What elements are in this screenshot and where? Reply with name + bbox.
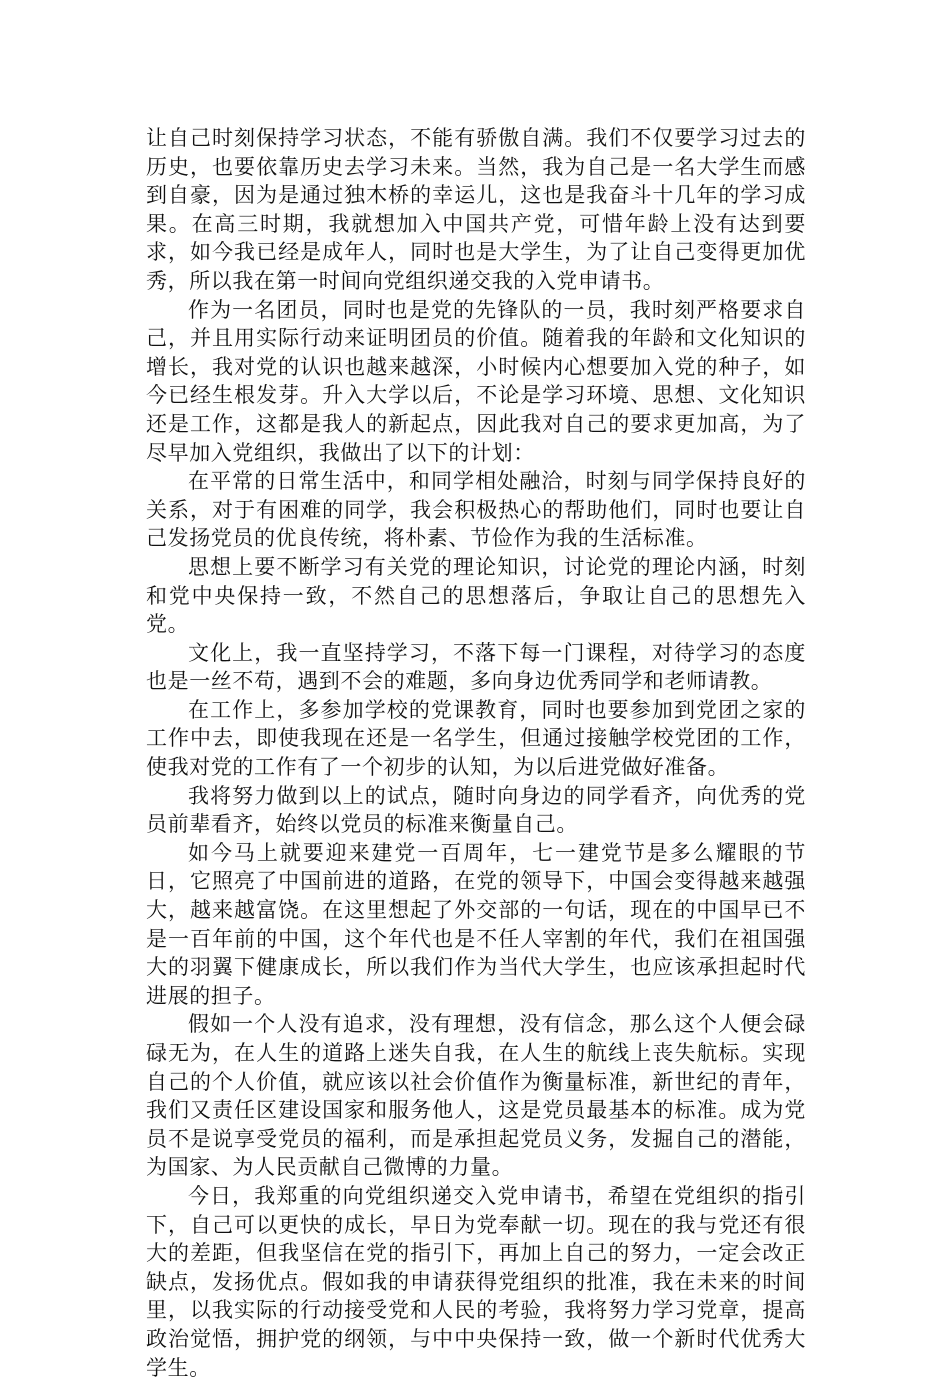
document-body [146,124,806,1382]
paragraph-6: 在工作上，多参加学校的党课教育，同时也要参加到党团之家的工作中去，即使我现在还是一名学生，但通过接触学校党团的工作，使我对党的工作有了一个初步的认知，为以后进党做好准备。 [146,697,806,780]
paragraph-10: 今日，我郑重的向党组织递交入党申请书，希望在党组织的指引下，自己可以更快的成长，早日为党奉献一切。现在的我与党还有很大的差距，但我坚信在党的指引下，再加上自己的努力，一定会改正缺点，发扬优点。假如我的申请获得党组织的批准，我在未来的时间里，以我实际的行动接受党和人民的考验，我将努力学习党章，提高政治觉悟，拥护党的纲领，与中中央保持一致，做一个新时代优秀大学生。 [146,1183,806,1380]
paragraph-4: 思想上要不断学习有关党的理论知识，讨论党的理论内涵，时刻和党中央保持一致，不然自己的思想落后，争取让自己的思想先入党。 [146,554,806,637]
paragraph-5: 文化上，我一直坚持学习，不落下每一门课程，对待学习的态度也是一丝不苟，遇到不会的难题，多向身边优秀同学和老师请教。 [146,640,806,694]
paragraph-2: 作为一名团员，同时也是党的先锋队的一员，我时刻严格要求自己，并且用实际行动来证明团员的价值。随着我的年龄和文化知识的增长，我对党的认识也越来越深，小时候内心想要加入党的种子，如今已经生根发芽。升入大学以后，不论是学习环境、思想、文化知识还是工作，这都是我人的新起点，因此我对自己的要求更加高，为了尽早加入党组织，我做出了以下的计划： [146,297,806,465]
paragraph-9: 假如一个人没有追求，没有理想，没有信念，那么这个人便会碌碌无为，在人生的道路上迷失自我，在人生的航线上丧失航标。实现自己的个人价值，就应该以社会价值作为衡量标准，新世纪的青年，我们又责任区建设国家和服务他人，这是党员最基本的标准。成为党员不是说享受党员的福利，而是承担起党员义务，发掘自己的潜能，为国家、为人民贡献自己微博的力量。 [146,1012,806,1180]
paragraph-1: 让自己时刻保持学习状态，不能有骄傲自满。我们不仅要学习过去的历史，也要依靠历史去学习未来。当然，我为自己是一名大学生而感到自豪，因为是通过独木桥的幸运儿，这也是我奋斗十几年的学习成果。在高三时期，我就想加入中国共产党，可惜年龄上没有达到要求，如今我已经是成年人，同时也是大学生，为了让自己变得更加优秀，所以我在第一时间向党组织递交我的入党申请书。 [146,126,806,293]
paragraph-7: 我将努力做到以上的试点，随时向身边的同学看齐，向优秀的党员前辈看齐，始终以党员的标准来衡量自己。 [146,783,806,837]
paragraph-8: 如今马上就要迎来建党一百周年，七一建党节是多么耀眼的节日，它照亮了中国前进的道路，在党的领导下，中国会变得越来越强大，越来越富饶。在这里想起了外交部的一句话，现在的中国早已不是一百年前的中国，这个年代也是不任人宰割的年代，我们在祖国强大的羽翼下健康成长，所以我们作为当代大学生，也应该承担起时代进展的担子。 [146,840,806,1008]
paragraph-3: 在平常的日常生活中，和同学相处融洽，时刻与同学保持良好的关系，对于有困难的同学，我会积极热心的帮助他们，同时也要让自己发扬党员的优良传统，将朴素、节俭作为我的生活标准。 [146,469,806,551]
